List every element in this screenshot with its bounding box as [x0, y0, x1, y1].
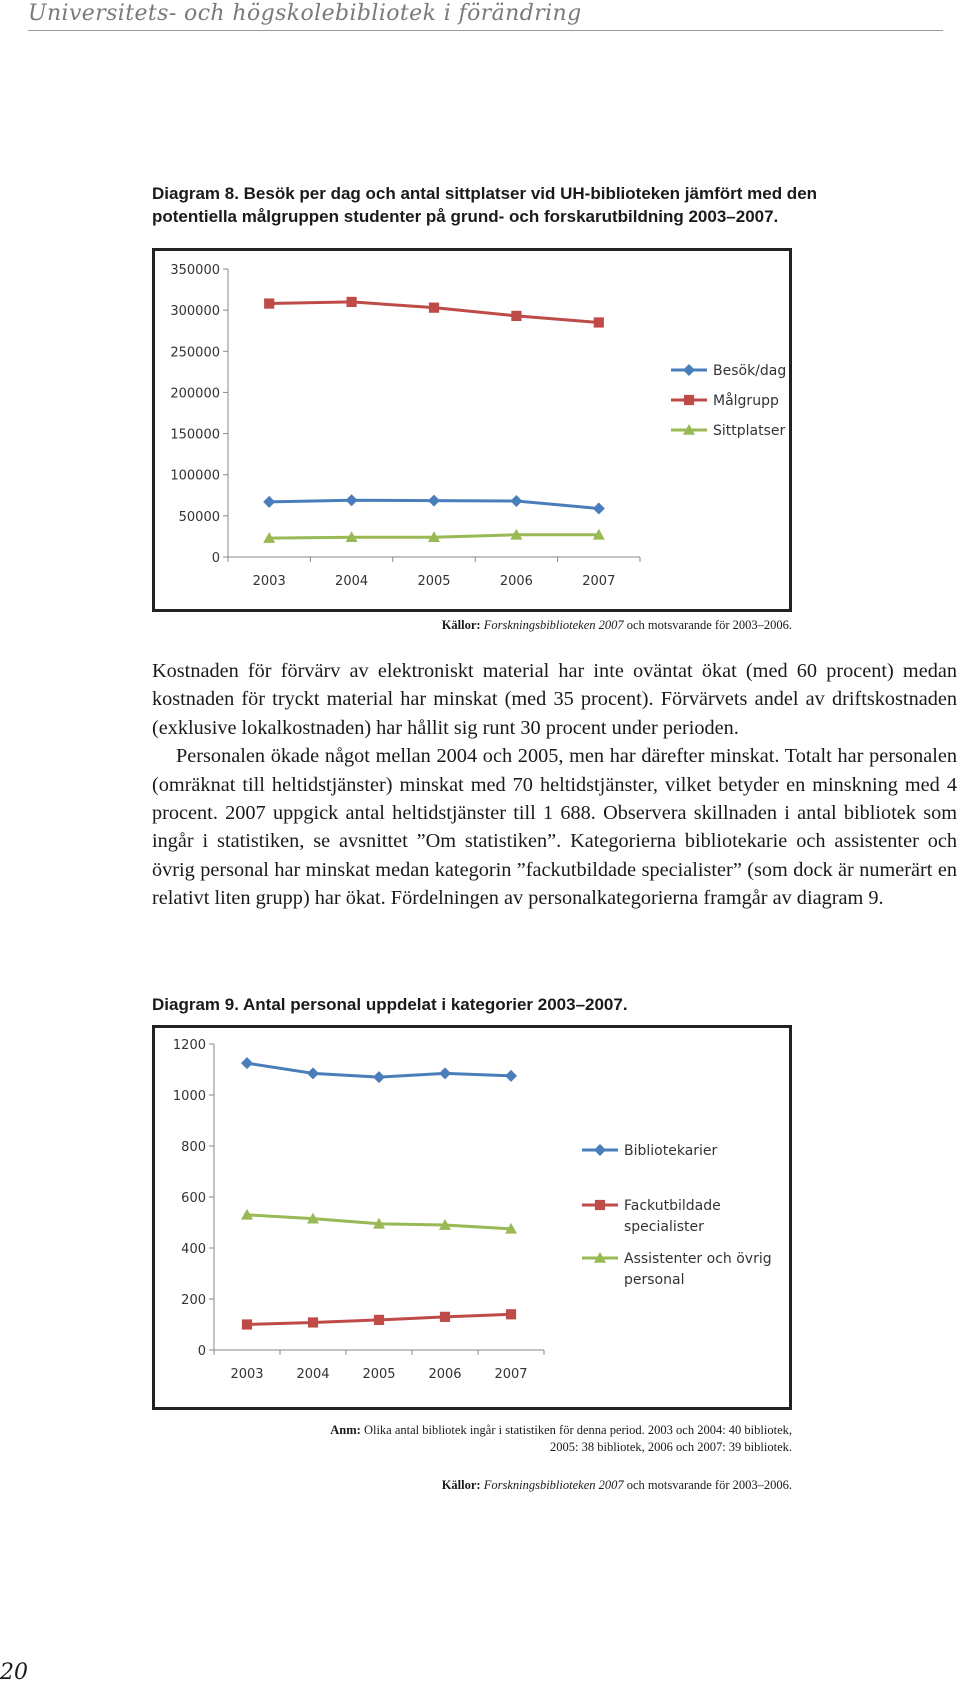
diagram8-caption-line1: Diagram 8. Besök per dag och antal sittplatser vid UH-biblioteken jämfört med den: [152, 184, 818, 203]
diagram9-note: [240, 1422, 792, 1456]
diagram9-legend-marker: [595, 1200, 605, 1210]
paragraph-1: Kostnaden för förvärv av elektroniskt material har inte oväntat ökat (med 60 procent) medan kostnaden för tryckt material har minskat (med 35 procent). Förvärvets andel av driftskostnaden (exklusive lokalkostnaden) har hållit sig runt 30 procent under perioden.: [152, 660, 957, 739]
diagram8-y-tick-label: 150000: [170, 427, 220, 443]
diagram8-caption: [152, 182, 912, 228]
diagram8-source-label: Källor:: [441, 618, 481, 632]
diagram9-note-line1: Olika antal bibliotek ingår i statistiken för denna period. 2003 och 2004: 40 bibliotek,: [360, 1423, 792, 1437]
diagram8-legend-label: Sittplatser: [713, 423, 786, 439]
diagram9-y-tick-label: 1000: [172, 1089, 206, 1104]
diagram8-x-tick-label: 2006: [499, 574, 533, 589]
diagram8-y-tick-label: 300000: [170, 304, 220, 320]
diagram9-source: [300, 1477, 792, 1494]
diagram9-data-point: [242, 1319, 252, 1329]
diagram9-y-tick-label: 200: [181, 1293, 206, 1308]
diagram8-y-tick-label: 350000: [170, 263, 220, 278]
paragraph-2: Personalen ökade något mellan 2004 och 2005, men har därefter minskat. Totalt har personalen (omräknat till heltidstjänster) minskat med 70 heltidstjänster, vilket betyder en minskning med 4 procent. 2007 uppgick antal heltidstjänster till 1 688. Observera skillnaden i antal bibliotek som ingår i statistiken, se avsnittet ”Om statistiken”. Kategorierna bibliotekarie och assistenter och övrig personal har minskat medan kategorin ”fackutbildade specialister” (som dock är numerärt en relativt liten grupp) har ökat. Fördelningen av personalkategorierna framgår av diagram 9.: [152, 745, 957, 910]
diagram8-chart-svg: [152, 248, 792, 612]
page-number: 20: [0, 1660, 28, 1685]
diagram8-x-tick-label: 2007: [582, 574, 616, 589]
diagram8-y-tick-label: 250000: [170, 345, 220, 361]
diagram9-x-tick-label: 2006: [428, 1367, 462, 1382]
diagram9-data-point: [374, 1315, 384, 1325]
diagram9-source-rest: och motsvarande för 2003–2006.: [623, 1478, 792, 1492]
diagram8-data-point: [511, 311, 521, 321]
diagram8-x-tick-label: 2003: [252, 574, 286, 589]
diagram8-legend-label: Målgrupp: [713, 393, 779, 409]
diagram9-x-tick-label: 2003: [230, 1367, 264, 1382]
diagram8-chart: [152, 248, 792, 612]
body-text: [152, 657, 957, 913]
diagram9-source-title: Forskningsbiblioteken 2007: [483, 1478, 624, 1492]
diagram8-legend-label: Besök/dag: [713, 363, 787, 379]
diagram8-caption-line2: potentiella målgruppen studenter på grund- och forskarutbildning 2003–2007.: [152, 207, 779, 226]
diagram8-data-point: [429, 303, 439, 313]
diagram8-data-point: [347, 297, 357, 307]
diagram8-y-tick-label: 100000: [170, 468, 220, 484]
diagram9-x-tick-label: 2005: [362, 1367, 396, 1382]
diagram8-data-point: [264, 298, 274, 308]
diagram9-x-tick-label: 2007: [494, 1367, 528, 1382]
diagram9-legend-label-line: Fackutbildade: [624, 1198, 721, 1214]
diagram8-data-point: [594, 317, 604, 327]
diagram8-x-tick-label: 2005: [417, 574, 451, 589]
diagram9-legend-label: Bibliotekarier: [624, 1143, 718, 1159]
diagram9-chart: [152, 1025, 792, 1410]
diagram8-source-title: Forskningsbiblioteken 2007: [483, 618, 624, 632]
diagram9-data-point: [308, 1317, 318, 1327]
diagram9-chart-svg: [152, 1025, 792, 1410]
diagram9-y-tick-label: 1200: [172, 1038, 206, 1053]
diagram9-caption: Diagram 9. Antal personal uppdelat i kategorier 2003–2007.: [152, 995, 628, 1014]
diagram8-x-tick-label: 2004: [335, 574, 369, 589]
diagram9-y-tick-label: 600: [181, 1191, 206, 1206]
diagram9-note-label: Anm:: [330, 1423, 361, 1437]
diagram9-legend-label-line: specialister: [624, 1219, 704, 1235]
diagram9-y-tick-label: 400: [181, 1242, 206, 1257]
running-head: Universitets- och högskolebibliotek i förändring: [28, 0, 943, 31]
diagram9-y-tick-label: 0: [197, 1344, 206, 1359]
diagram9-data-point: [506, 1309, 516, 1319]
diagram8-y-tick-label: 0: [211, 551, 220, 566]
diagram9-legend-label-line: personal: [624, 1272, 685, 1288]
diagram8-y-tick-label: 50000: [178, 509, 220, 525]
diagram9-legend-label-line: Assistenter och övrig: [624, 1251, 772, 1267]
diagram9-x-tick-label: 2004: [296, 1367, 330, 1382]
diagram8-legend-marker: [684, 395, 694, 405]
diagram9-data-point: [440, 1312, 450, 1322]
diagram9-note-line2: 2005: 38 bibliotek, 2006 och 2007: 39 bibliotek.: [550, 1440, 792, 1454]
diagram9-source-label: Källor:: [441, 1478, 481, 1492]
diagram8-source: [300, 617, 792, 634]
diagram8-source-rest: och motsvarande för 2003–2006.: [623, 618, 792, 632]
diagram8-y-tick-label: 200000: [170, 386, 220, 402]
diagram9-y-tick-label: 800: [181, 1140, 206, 1155]
